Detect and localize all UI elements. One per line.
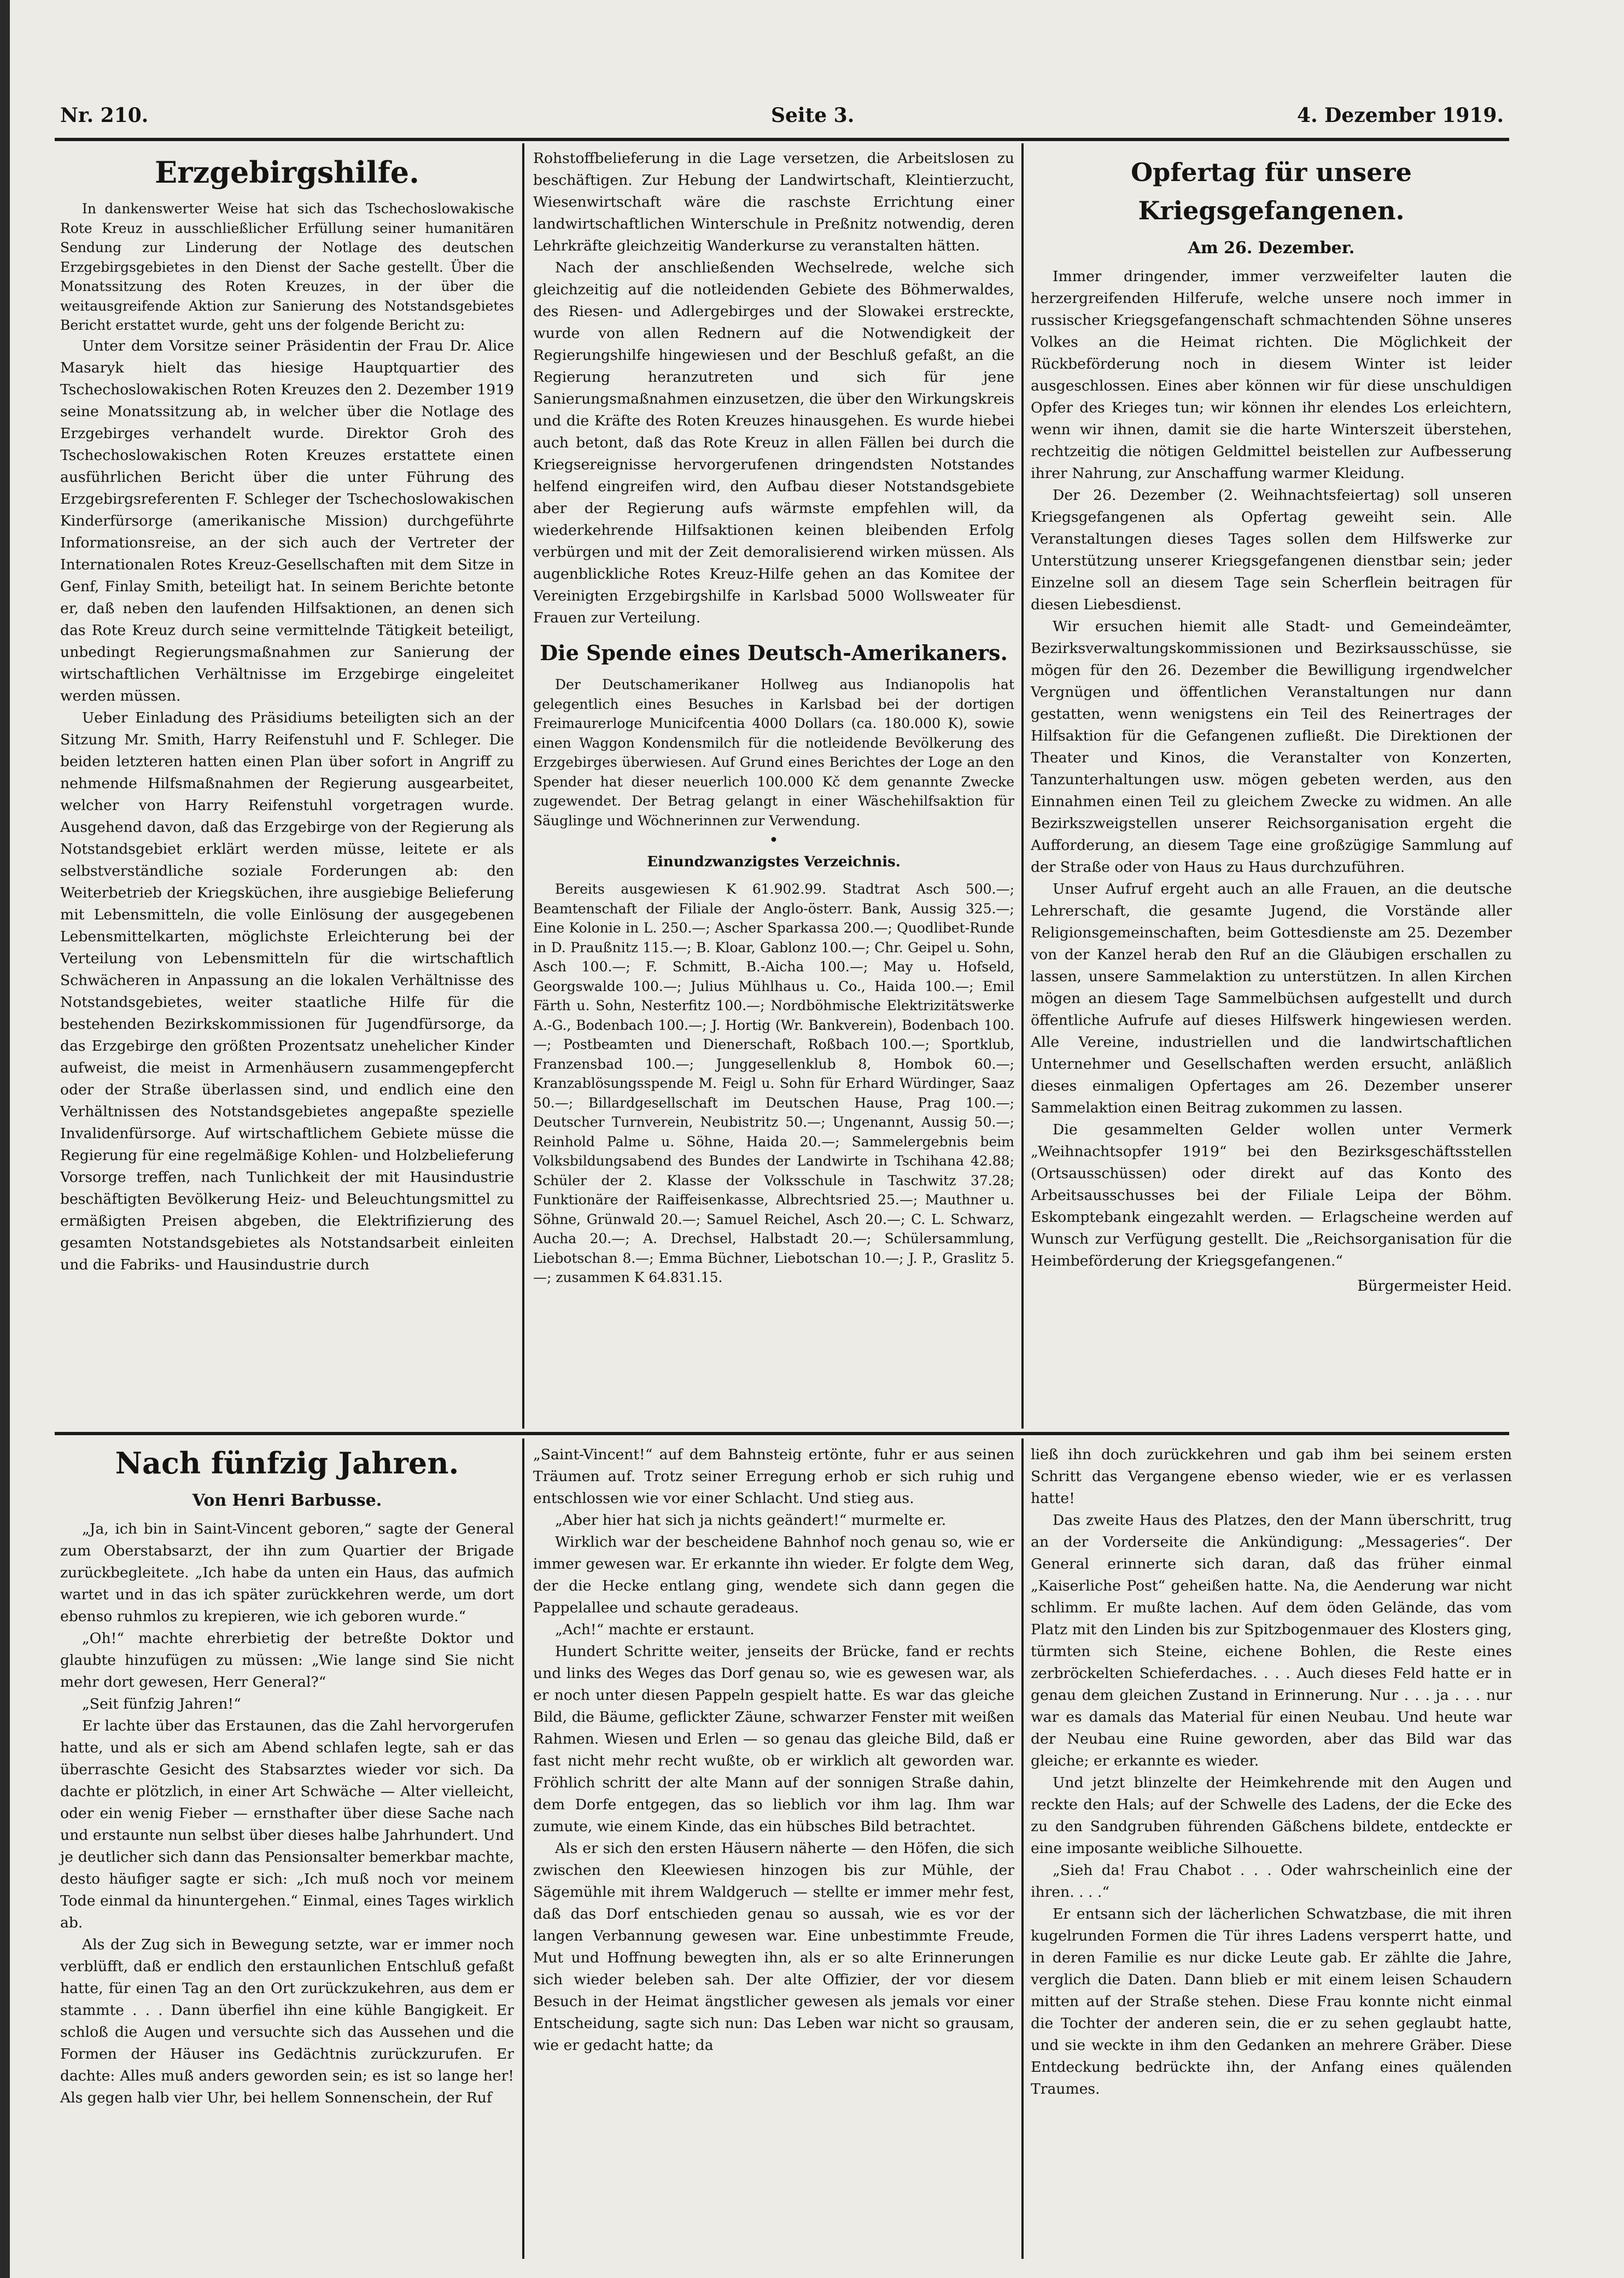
section-rule (55, 1432, 1509, 1435)
story-column-3 (1031, 1444, 1512, 2100)
paragraph: Immer dringender, immer verzweifelter lauten die herzergreifenden Hilferufe, welche unsere noch immer in russischer Kriegsgefangenschaft schmachtenden Söhne unseres Volkes an die Heimat richten. Die Möglichkeit der Rückbeförderung noch in diesem Winter ist leider ausgeschlossen. Eines aber können wir für diese unschuldigen Opfer des Krieges tun; wir können ihr elendes Los erleichtern, wenn wir ihnen, damit sie die harte Winterszeit überstehen, rechtzeitig die nötigen Geldmittel beistellen zur Aufbesserung ihrer Nahrung, zur Anschaffung warmer Kleidung. (1031, 268, 1512, 482)
paragraph: Er entsann sich der lächerlichen Schwatzbase, die mit ihren kugelrunden Formen die Tür ihres Ladens versperrt hatte, und in deren Familie es nur dicke Leute gab. Er zählte die Jahre, verglich die Daten. Dann blieb er mit einem leisen Schaudern mitten auf der Straße stehen. Diese Frau konnte nicht einmal die Tochter der anderen sein, die er zu sehen geglaubt hatte, und sie weckte in ihm den Gedanken an mehrere Gräber. Diese Entdeckung bedrückte ihn, der Anfang eines quälenden Traumes. (1031, 1906, 1512, 2098)
paragraph: „Ja, ich bin in Saint-Vincent geboren,“ sagte der General zum Oberstabsarzt, der ihn zum Quartier der Brigade zurückbegleitete. „Ich habe da unten ein Haus, das aufmich wartet und in das ich später zurückkehren werde, um dort ebenso ruhmlos zu krepieren, wie ich geboren wurde.“ (60, 1520, 514, 1625)
article-opfertag (1031, 153, 1512, 1297)
page-number: Seite 3. (771, 104, 855, 127)
paragraph: Wir ersuchen hiemit alle Stadt- und Gemeindeämter, Bezirksverwaltungskommissionen und Bezirksausschüsse, sie mögen für den 26. Dezember die Bewilligung irgendwelcher Vergnügen und öffentlichen Veranstaltungen nur dann gestatten, wenn wenigstens ein Teil des Reinertrages der Hilfsaktion für die Gefangenen zufließt. Die Direktionen der Theater und Kinos, die Veranstalter von Konzerten, Tanzunterhaltungen usw. mögen gebeten werden, aus den Einnahmen einen Teil zu gleichem Zwecke zu widmen. An alle Bezirkszweigstellen unserer Reichsorganisation ergeht die Aufforderung, an diesem Tage eine großzügige Sammlung auf der Straße oder von Haus zu Haus durchzuführen. (1031, 618, 1512, 876)
story-column-1 (60, 1444, 514, 2109)
story-title: Nach fünfzig Jahren. (115, 1446, 459, 1481)
article-intro: In dankenswerter Weise hat sich das Tschechoslowakische Rote Kreuz in ausschließlicher Erfüllung seiner humanitären Sendung zur Linderung der Notlage des deutschen Erzgebirgsgebietes in den Dienst der Sache gestellt. Über die Monatssitzung des Roten Kreuzes, in der über die weitausgreifende Aktion zur Sanierung des Notstandsgebietes Bericht erstattet wurde, geht uns der folgende Bericht zu: (60, 201, 514, 333)
paragraph: „Saint-Vincent!“ auf dem Bahnsteig ertönte, fuhr er aus seinen Träumen auf. Trotz seiner Erregung erhob er sich ruhig und entschlossen wie vor einer Schlacht. Und stieg aus. (533, 1446, 1014, 1507)
paragraph: Als der Zug sich in Bewegung setzte, war er immer noch verblüfft, daß er endlich den erstaunlichen Entschluß gefaßt hatte, für einen Tag an den Ort zurückzukehren, aus dem er stammte . . . Dann überfiel ihn eine kühle Bangigkeit. Er schloß die Augen und versuchte sich das Aussehen und die Formen der Häuser ins Gedächtnis zurückzurufen. Er dachte: Alles muß anders geworden sein; es ist so lange her! Als gegen halb vier Uhr, bei hellem Sonnenschein, der Ruf (60, 1936, 514, 2106)
article-title: Opfertag für unsere Kriegsgefangenen. (1131, 158, 1412, 225)
article-erzgebirgshilfe (60, 153, 514, 1276)
paragraph: Rohstoffbelieferung in die Lage versetzen, die Arbeitslosen zu beschäftigen. Zur Hebung der Landwirtschaft, Kleintierzucht, Wiesenwirtschaft wäre die raschste Errichtung einer landwirtschaftlichen Winterschule in Preßnitz notwendig, deren Lehrkräfte gleichzeitig Wanderkurse zu veranstalten hätten. (533, 150, 1014, 254)
article-subtitle: Am 26. Dezember. (1188, 238, 1355, 258)
paragraph: „Sieh da! Frau Chabot . . . Oder wahrscheinlich eine der ihren. . . .“ (1031, 1862, 1512, 1901)
paragraph: „Aber hier hat sich ja nichts geändert!“ murmelte er. (555, 1512, 947, 1529)
list-title: Einundzwanzigstes Verzeichnis. (647, 854, 901, 870)
article-continuation (533, 148, 1014, 1287)
page-header (55, 104, 1509, 137)
column-divider (522, 143, 524, 1429)
scan-edge (0, 0, 10, 2278)
paragraph: „Ach!“ machte er erstaunt. (555, 1621, 755, 1638)
article-title-spende: Die Spende eines Deutsch-Amerikaners. (540, 640, 1008, 665)
paragraph: Unser Aufruf ergeht auch an alle Frauen, an die deutsche Lehrerschaft, die gesamte Jugend, die Vorstände aller Religionsgemeinschaften, beim Gottesdienste am 25. Dezember von der Kanzel herab den Ruf an die Gläubigen erschallen zu lassen, unsere Sammelaktion zu unterstützen. In allen Kirchen mögen an diesem Tage Sammelbüchsen aufgestellt und durch öffentliche Aufrufe auf dieses Hilfswerk hingewiesen werden. Alle Vereine, industriellen und die landwirtschaftlichen Unternehmer und Gesellschaften werden ersucht, anläßlich dieses einmaligen Opfertages am 26. Dezember unserer Sammelaktion einen Beitrag zukommen zu lassen. (1031, 881, 1512, 1116)
header-rule (55, 138, 1509, 141)
paragraph: Das zweite Haus des Platzes, den der Mann überschritt, trug an der Vorderseite die Ankündigung: „Messageries“. Der General erinnerte sich daran, daß das früher einmal „Kaiserliche Post“ geheißen hatte. Na, die Aenderung war nicht schlimm. Er mußte lachen. Auf dem öden Gelände, das vom Platz mit den Linden bis zur Spitzbogenmauer des Klosters ging, türmten sich Steine, eichene Bohlen, die Reste eines zerbröckelten Schieferdaches. . . . Auch dieses Feld hatte er in genau dem gleichen Zustand in Erinnerung. Nur . . . ja . . . nur war es damals das Material für einen Neubau. Und heute war der Neubau eine Ruine geworden, aber das Bild war das gleiche; er erkannte es wieder. (1031, 1512, 1512, 1769)
paragraph: Nach der anschließenden Wechselrede, welche sich gleichzeitig auf die notleidenden Gebiete des Böhmerwaldes, des Riesen- und Adlergebirges und der Slowakei erstreckte, wurde von allen Rednern auf die Notwendigkeit der Regierungshilfe hingewiesen und der Beschluß gefaßt, an die Regierung heranzutreten und sich für jene Sanierungsmaßnahmen einzusetzen, die über den Wirkungskreis und die Kräfte des Roten Kreuzes hinausgehen. Es wurde hiebei auch betont, daß das Rote Kreuz in allen Fällen bei durch die Kriegsereignisse hervorgerufenen dringendsten Notstandes helfend eingreifen wird, den Aufbau dieser Notstandsgebiete aber der Regierung aufs wärmste empfehlen will, da wiederkehrende Hilfsaktionen keinen bleibenden Erfolg verbürgen und mit der Zeit demoralisierend wirken müssen. Als augenblickliche Rotes Kreuz-Hilfe gehen an das Komitee der Vereinigten Erzgebirgshilfe in Karlsbad 5000 Wollsweater für Frauen zur Verteilung. (533, 259, 1014, 626)
paragraph: Wirklich war der bescheidene Bahnhof noch genau so, wie er immer gewesen war. Er erkannte ihn wieder. Er folgte dem Weg, der die Hecke entlang ging, wendete sich dann gegen die Pappelallee und schaute geradeaus. (533, 1534, 1014, 1616)
paragraph: „Seit fünfzig Jahren!“ (82, 1696, 241, 1712)
issue-date: 4. Dezember 1919. (1297, 104, 1504, 127)
paragraph: Der Deutschamerikaner Hollweg aus Indianopolis hat gelegentlich eines Besuches in Karlsbad bei der dortigen Freimaurerloge Municifcentia 4000 Dollars (ca. 180.000 K), sowie einen Waggon Kondensmilch für die notleidende Bevölkerung des Erzgebirges überwiesen. Auf Grund eines Berichtes der Loge an den Spender hat dieser neuerlich 100.000 Kč dem genannte Zwecke zugewendet. Der Betrag gelangt in einer Wäschehilfsaktion für Säuglinge und Wöchnerinnen zur Verwendung. (533, 677, 1014, 829)
signature: Bürgermeister Heid. (1357, 1278, 1512, 1295)
paragraph: Ueber Einladung des Präsidiums beteiligten sich an der Sitzung Mr. Smith, Harry Reifenstuhl und F. Schleger. Die beiden letzteren hatten einen Plan über sofort in Angriff zu nehmende Hilfsmaßnahmen der Regierung ausgearbeitet, welcher von Harry Reifenstuhl vorgetragen wurde. Ausgehend davon, daß das Erzgebirge von der Regierung als Notstandsgebiet erklärt werden müsse, leitete er als selbstverständliche soziale Forderungen ab: den Weiterbetrieb der Kriegsküchen, ihre ausgiebige Belieferung mit Lebensmitteln, die volle Einlösung der ausgegebenen Lebensmittelkarten, möglichste Erleichterung bei der Verteilung von Lebensmitteln für die wirtschaftlich Schwächeren in Anpassung an die lokalen Verhältnisse des Notstandsgebietes, weiter staatliche Hilfe für die bestehenden Bezirkskommissionen für Jugendfürsorge, da das Erzgebirge den größten Prozentsatz unehelicher Kinder aufweist, die meist in Armenhäusern zusammengepfercht oder der Straße überlassen sind, und endlich eine den Verhältnissen des Notstandsgebietes angepaßte spezielle Invalidenfürsorge. Auf wirtschaftlichem Gebiete müsse die Regierung für eine regelmäßige Kohlen- und Holzbelieferung Vorsorge treffen, nach Tunlichkeit der mit Hausindustrie beschäftigten Bevölkerung Heiz- und Beleuchtungsmittel zu ermäßigten Preisen abgeben, die Elektrifizierung des gesamten Notstandsgebietes als Notstandsarbeit einleiten und die Fabriks- und Hausindustrie durch (60, 709, 514, 1273)
column-divider (522, 1438, 524, 2259)
paragraph: Er lachte über das Erstaunen, das die Zahl hervorgerufen hatte, und als er sich am Abend schlafen legte, sah er das überraschte Gesicht des Stabsarztes wieder vor sich. Da dachte er plötzlich, in einer Art Schwäche — Alter vielleicht, oder ein wenig Fieber — ernsthafter über diese Sache nach und erstaunte nun selbst über dieses halbe Jahrhundert. Und je deutlicher sich dann das Pensionsalter bemerkbar machte, desto häufiger sagte er sich: „Ich muß noch vor meinem Tode einmal da hinuntergehen.“ Einmal, eines Tages wirklich ab. (60, 1717, 514, 1931)
paragraph: Hundert Schritte weiter, jenseits der Brücke, fand er rechts und links des Weges das Dorf genau so, wie es gewesen war, als er noch unter diesen Pappeln gespielt hatte. Es war das gleiche Bild, die Bäume, geflickter Zäune, schwarzer Fenster mit weißen Rahmen. Wiesen und Erlen — so genau das gleiche Bild, daß er fast nicht mehr recht wußte, ob er wirklich alt geworden war. Fröhlich schritt der alte Mann auf der sonnigen Straße dahin, dem Dorfe entgegen, das so lieblich vor ihm lag. Ihm war zumute, wie einem Kinde, das ein hübsches Bild betrachtet. (533, 1643, 1014, 1835)
paragraph: Und jetzt blinzelte der Heimkehrende mit den Augen und reckte den Hals; auf der Schwelle des Ladens, der die Ecke des zu den Sandgruben führenden Gäßchens bildete, entdeckte er eine imposante weibliche Silhouette. (1031, 1774, 1512, 1857)
paragraph: Die gesammelten Gelder wollen unter Vermerk „Weihnachtsopfer 1919“ bei den Bezirksgeschäftsstellen (Ortsausschüssen) oder direkt auf das Konto des Arbeitsausschusses bei der Filiale Leipa der Böhm. Eskomptebank eingezahlt werden. — Erlagscheine werden auf Wunsch zur Verfügung gestellt. Die „Reichsorganisation für die Heimbeförderung der Kriegsgefangenen.“ (1031, 1121, 1512, 1269)
separator-dot: • (769, 831, 779, 850)
donor-list: Bereits ausgewiesen K 61.902.99. Stadtrat Asch 500.—; Beamtenschaft der Filiale der Anglo-österr. Bank, Aussig 325.—; Eine Kolonie in L. 250.—; Ascher Sparkassa 200.—; Quodlibet-Runde in D. Praußnitz 115.—; B. Kloar, Gablonz 100.—; Chr. Geipel u. Sohn, Asch 100.—; F. Schmitt, B.-Aicha 100.—; May u. Hofseld, Georgswalde 100.—; Julius Mühlhaus u. Co., Haida 100.—; Emil Färth u. Sohn, Nesterfitz 100.—; Nordböhmische Elektrizitätswerke A.-G., Bodenbach 100.—; J. Hortig (Wr. Bankverein), Bodenbach 100.—; Postbeamten und Dienerschaft, Roßbach 100.—; Sportklub, Franzensbad 100.—; Junggesellenklub 8, Hombok 60.—; Kranzablösungsspende M. Feigl u. Sohn für Erhard Würdinger, Saaz 50.—; Billardgesellschaft im Deutschen Hause, Prag 100.—; Deutscher Turnverein, Neubistritz 50.—; Ungenannt, Aussig 50.—; Reinhold Palme u. Söhne, Haida 20.—; Sammelergebnis beim Volksbildungsabend des Bundes der Landwirte in Tschihana 42.88; Schüler der 2. Klasse der Volksschule in Taschwitz 37.28; Funktionäre der Raiffeisenkasse, Albrechtsried 25.—; Mauthner u. Söhne, Grünwald 20.—; Samuel Reichel, Asch 20.—; C. L. Schwarz, Aucha 20.—; A. Drechsel, Halbstadt 20.—; Schülersammlung, Liebotschan 8.—; Emma Büchner, Liebotschan 10.—; J. P., Graslitz 5.—; zusammen K 64.831.15. (533, 881, 1014, 1285)
column-divider (1021, 1438, 1024, 2259)
paragraph: Der 26. Dezember (2. Weihnachtsfeiertag) soll unseren Kriegsgefangenen als Opfertag geweiht sein. Alle Veranstaltungen dieses Tages sollen dem Hilfswerke zur Unterstützung unserer Kriegsgefangenen dienstbar sein; jeder Einzelne soll an diesem Tage sein Scherflein beitragen für diesen Liebesdienst. (1031, 487, 1512, 613)
paragraph: ließ ihn doch zurückkehren und gab ihm bei seinem ersten Schritt das Vergangene ebenso wieder, wie er es verlassen hatte! (1031, 1446, 1512, 1507)
column-divider (1021, 143, 1024, 1429)
paragraph: Als er sich den ersten Häusern näherte — den Höfen, die sich zwischen den Kleewiesen hinzogen bis zur Mühle, der Sägemühle mit ihrem Waldgeruch — stellte er immer mehr fest, daß das Dorf entschieden genau so aussah, wie es vor der langen Verbannung gewesen war. Eine unbestimmte Freude, Mut und Hoffnung bewegten ihn, als er so alte Erinnerungen sich wieder beleben sah. Der alte Offizier, der vor diesem Besuch in der Heimat ängstlicher gewesen als jemals vor einer Entscheidung, sagte sich nun: Das Leben war nicht so grausam, wie er gedacht hatte; da (533, 1840, 1014, 2054)
article-title: Erzgebirgshilfe. (155, 155, 419, 190)
story-column-2 (533, 1444, 1014, 2056)
story-author: Von Henri Barbusse. (192, 1491, 382, 1510)
paragraph: Unter dem Vorsitze seiner Präsidentin der Frau Dr. Alice Masaryk hielt das hiesige Hauptquartier des Tschechoslowakischen Roten Kreuzes den 2. Dezember 1919 seine Monatssitzung ab, in welcher über die Notlage des Erzgebirges verhandelt wurde. Direktor Groh des Tschechoslowakischen Roten Kreuzes erstattete einen ausführlichen Bericht über die unter Führung des Erzgebirgsreferenten F. Schleger der Tschechoslowakischen Kinderfürsorge (amerikanische Mission) durchgeführte Informationsreise, an der sich auch der Vertreter der Internationalen Rotes Kreuz-Gesellschaften mit dem Sitze in Genf, Finlay Smith, beteiligt hat. In seinem Berichte betonte er, daß neben den laufenden Hilfsaktionen, an denen sich das Rote Kreuz durch seine vermittelnde Tätigkeit beteiligt, unbedingt Regierungsmaßnahmen zur Sanierung der wirtschaftlichen Verhältnisse im Erzgebirge eingeleitet werden müssen. (60, 337, 514, 704)
paragraph: „Oh!“ machte ehrerbietig der betreßte Doktor und glaubte hinzufügen zu müssen: „Wie lange sind Sie nicht mehr dort gewesen, Herr General?“ (60, 1630, 514, 1691)
issue-number: Nr. 210. (60, 104, 149, 127)
